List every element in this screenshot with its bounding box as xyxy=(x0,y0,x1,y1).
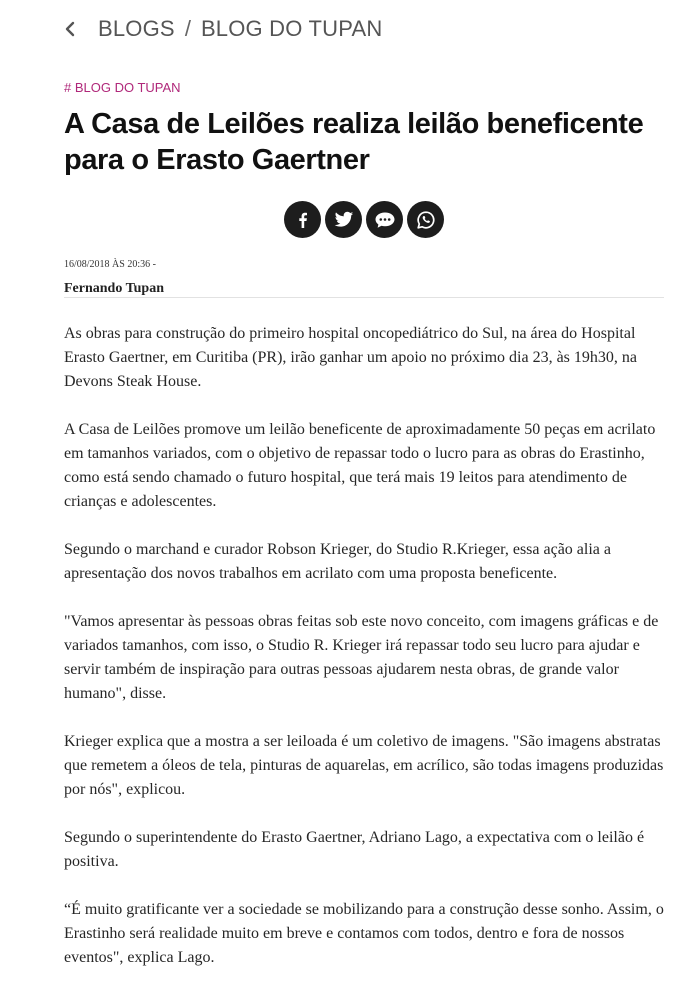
article-paragraph: As obras para construção do primeiro hospital oncopediátrico do Sul, na área do Hospital Erasto Gaertner, em Curitiba (PR), irão ganhar um apoio no próximo dia 23, às 19h30, na Devons Steak House. xyxy=(64,325,637,390)
breadcrumb-blogs-link[interactable]: BLOGS xyxy=(98,16,175,41)
breadcrumb xyxy=(64,14,382,44)
comment-icon xyxy=(374,211,396,229)
share-comment-button[interactable] xyxy=(366,201,403,238)
share-whatsapp-button[interactable] xyxy=(407,201,444,238)
article-paragraph: Segundo o superintendente do Erasto Gaertner, Adriano Lago, a expectativa com o leilão é positiva. xyxy=(64,829,645,870)
article-paragraph: A Casa de Leilões promove um leilão beneficente de aproximadamente 50 peças em acrilato em tamanhos variados, com o objetivo de repassar todo o lucro para as obras do Erastinho, como está sendo chamado o futuro hospital, que terá mais 19 leitos para atendimento de crianças e adolescentes. xyxy=(64,421,656,510)
share-twitter-button[interactable] xyxy=(325,201,362,238)
article-body xyxy=(64,322,664,994)
article-paragraph: “É muito gratificante ver a sociedade se mobilizando para a construção desse sonho. Assim, o Erastinho será realidade muito em breve e contamos com todos, dentro e fora de nossos eventos", explica Lago. xyxy=(64,901,664,966)
article-title: A Casa de Leilões realiza leilão beneficente para o Erasto Gaertner xyxy=(64,108,644,176)
article-paragraph: "Vamos apresentar às pessoas obras feitas sob este novo conceito, com imagens gráficas e de variados tamanhos, com isso, o Studio R. Krieger irá repassar todo seu lucro para ajudar e servir também de inspiração para outras pessoas ajudarem nesta obras, de grande valor humano", disse. xyxy=(64,613,659,702)
breadcrumb-separator: / xyxy=(184,16,191,41)
author-name[interactable]: Fernando Tupan xyxy=(64,281,164,296)
facebook-icon xyxy=(294,211,312,229)
article-paragraph: Segundo o marchand e curador Robson Krieger, do Studio R.Krieger, essa ação alia a apresentação dos novos trabalhos em acrilato com uma proposta beneficente. xyxy=(64,541,611,582)
divider xyxy=(64,297,664,298)
share-bar xyxy=(284,201,444,238)
category-tag[interactable]: # BLOG DO TUPAN xyxy=(64,80,181,95)
breadcrumb-blog-do-tupan-link[interactable]: BLOG DO TUPAN xyxy=(200,16,383,41)
article-paragraph: Krieger explica que a mostra a ser leiloada é um coletivo de imagens. "São imagens abstratas que remetem a óleos de tela, pinturas de aquarelas, em acrílico, são todas imagens produzidas por nós", explicou. xyxy=(64,733,664,798)
twitter-icon xyxy=(334,211,354,229)
share-facebook-button[interactable] xyxy=(284,201,321,238)
whatsapp-icon xyxy=(416,210,436,230)
publish-date: 16/08/2018 ÀS 20:36 - xyxy=(64,259,156,270)
chevron-left-icon[interactable] xyxy=(64,21,86,37)
